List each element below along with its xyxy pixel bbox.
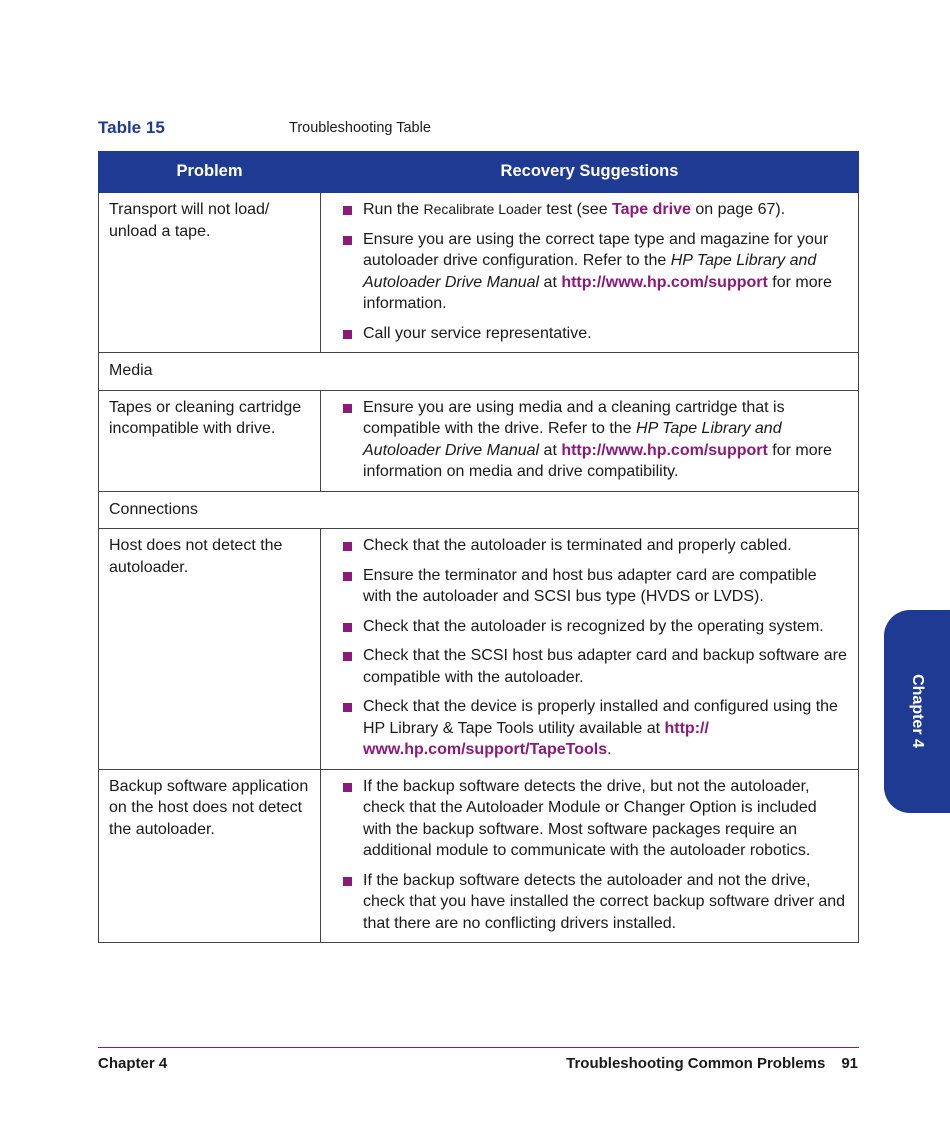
suggestion-text: at xyxy=(539,441,562,459)
section-row xyxy=(99,491,859,529)
suggestion-item xyxy=(331,565,848,608)
suggestion-item xyxy=(331,229,848,315)
suggestion-list xyxy=(331,535,848,761)
suggestion-item xyxy=(331,776,848,862)
table-caption xyxy=(98,118,858,140)
suggestion-text: Check that the autoloader is recognized by the operating system. xyxy=(363,617,824,635)
bullet-icon xyxy=(343,783,352,792)
recovery-cell xyxy=(321,193,859,353)
bullet-icon xyxy=(343,652,352,661)
footer-section xyxy=(566,1055,858,1072)
suggestion-text: for more information. xyxy=(363,273,832,312)
header-recovery: Recovery Suggestions xyxy=(321,152,859,193)
suggestion-text: Run the xyxy=(363,201,424,218)
page-number: 91 xyxy=(841,1055,858,1072)
suggestion-text: for more information on media and drive compatibility. xyxy=(363,441,832,480)
suggestion-text: If the backup software detects the autoloader and not the drive, check that you have installed the correct backup software driver and that there are no conflicting drivers installed. xyxy=(363,871,846,932)
footer-chapter: Chapter 4 xyxy=(98,1055,168,1072)
bullet-icon xyxy=(343,206,352,215)
suggestion-text: Check that the SCSI host bus adapter card and backup software are compatible with the autoloader. xyxy=(363,647,847,686)
footer-section-title: Troubleshooting Common Problems xyxy=(566,1055,826,1072)
suggestion-item xyxy=(331,645,848,688)
reference-link[interactable]: http:// www.hp.com/support/TapeTools xyxy=(363,719,709,758)
table-row xyxy=(99,390,859,491)
table-title: Troubleshooting Table xyxy=(289,120,431,136)
recovery-cell xyxy=(321,769,859,943)
bullet-icon xyxy=(343,330,352,339)
section-heading: Media xyxy=(99,353,859,391)
reference-link[interactable]: http://www.hp.com/support xyxy=(561,441,768,459)
suggestion-item xyxy=(331,397,848,483)
table-body xyxy=(99,193,859,943)
reference-link[interactable]: Tape drive xyxy=(612,201,691,218)
bullet-icon xyxy=(343,877,352,886)
bullet-icon xyxy=(343,542,352,551)
suggestion-text: Call your service representative. xyxy=(363,324,592,342)
table-row xyxy=(99,193,859,353)
table-number: Table 15 xyxy=(98,118,165,137)
section-row xyxy=(99,353,859,391)
troubleshooting-table xyxy=(98,151,859,943)
suggestion-item xyxy=(331,199,848,221)
suggestion-text: test (see xyxy=(541,201,613,218)
suggestion-list xyxy=(331,397,848,483)
suggestion-text: If the backup software detects the drive, but not the autoloader, check that the Autoloader Module or Changer Option is included with the backup software. Most software packages require an additional module to communicate with the autoloader robotics. xyxy=(363,777,817,859)
bullet-icon xyxy=(343,404,352,413)
bullet-icon xyxy=(343,703,352,712)
header-problem: Problem xyxy=(99,152,321,193)
problem-cell: Transport will not load/ unload a tape. xyxy=(99,193,321,353)
recovery-cell xyxy=(321,390,859,491)
suggestion-text: Check that the autoloader is terminated and properly cabled. xyxy=(363,537,792,554)
problem-cell: Backup software application on the host does not detect the autoloader. xyxy=(99,769,321,943)
suggestion-text: at xyxy=(539,273,562,291)
suggestion-item xyxy=(331,696,848,761)
suggestion-list xyxy=(331,199,848,344)
suggestion-text: Ensure the terminator and host bus adapter card are compatible with the autoloader and SCSI bus type (HVDS or LVDS). xyxy=(363,566,817,605)
table-header-row xyxy=(99,152,859,193)
suggestion-item xyxy=(331,870,848,935)
manual-title: HP Tape Library and Autoloader Drive Manual xyxy=(363,420,782,459)
suggestion-item xyxy=(331,616,848,638)
suggestion-item xyxy=(331,323,848,345)
suggestion-list xyxy=(331,776,848,935)
suggestion-text: Ensure you are using media and a cleaning cartridge that is compatible with the drive. Refer to the xyxy=(363,398,785,437)
problem-cell: Host does not detect the autoloader. xyxy=(99,529,321,770)
suggestion-item xyxy=(331,535,848,557)
recovery-cell xyxy=(321,529,859,770)
manual-title: HP Tape Library and Autoloader Drive Manual xyxy=(363,252,817,291)
table-row xyxy=(99,769,859,943)
chapter-tab-label: Chapter 4 xyxy=(909,674,926,748)
suggestion-text: . xyxy=(607,741,612,758)
suggestion-text: Ensure you are using the correct tape type and magazine for your autoloader drive configuration. Refer to the xyxy=(363,230,829,269)
table-row xyxy=(99,529,859,770)
bullet-icon xyxy=(343,623,352,632)
section-heading: Connections xyxy=(99,491,859,529)
bullet-icon xyxy=(343,572,352,581)
footer-divider xyxy=(98,1047,859,1048)
reference-link[interactable]: http://www.hp.com/support xyxy=(561,273,768,291)
problem-cell: Tapes or cleaning cartridge incompatible with drive. xyxy=(99,390,321,491)
suggestion-text: Check that the device is properly installed and configured using the HP Library & Tape Tools utility available at xyxy=(363,698,838,737)
test-name: Recalibrate Loader xyxy=(423,201,542,217)
bullet-icon xyxy=(343,236,352,245)
suggestion-text: on page 67). xyxy=(690,201,786,218)
